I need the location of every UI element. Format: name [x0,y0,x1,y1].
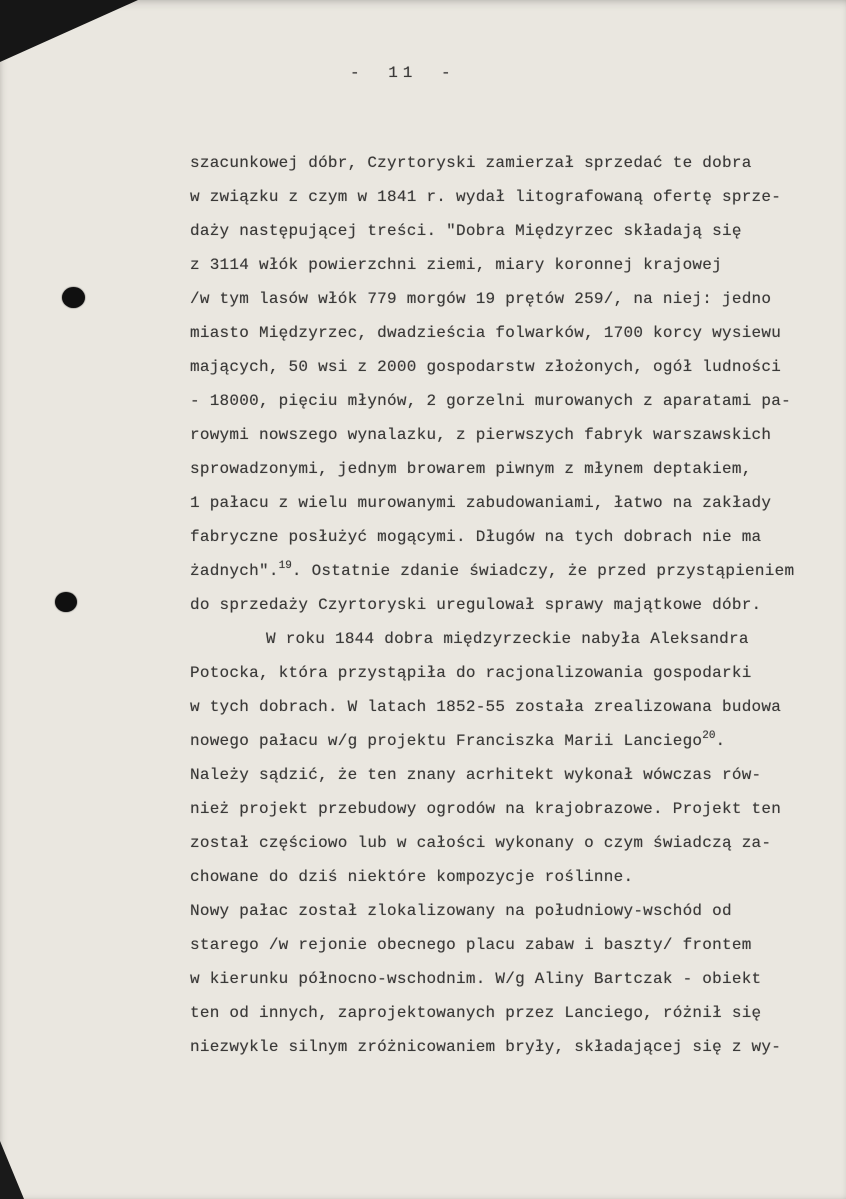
text-segment: nowego pałacu w/g projektu Franciszka Marii Lanciego [190,732,703,750]
text-line [190,622,815,656]
text-segment: daży następującej treści. "Dobra Międzyrzec składają się [190,222,742,240]
scan-corner-artifact-bottom-left [0,1141,24,1199]
text-line [190,520,815,554]
text-line [190,894,815,928]
text-segment: ten od innych, zaprojektowanych przez Lanciego, różnił się [190,1004,762,1022]
text-segment: chowane do dziś niektóre kompozycje roślinne. [190,868,634,886]
text-line [190,690,815,724]
text-line [190,214,815,248]
scan-corner-artifact-top-left [0,0,138,62]
text-line [190,418,815,452]
text-segment: 1 pałacu z wielu murowanymi zabudowaniami, łatwo na zakłady [190,494,772,512]
text-segment: starego /w rejonie obecnego placu zabaw i baszty/ frontem [190,936,752,954]
text-line [190,554,815,588]
text-segment: żadnych". [190,562,279,580]
text-segment: Potocka, która przystąpiła do racjonalizowania gospodarki [190,664,752,682]
text-segment: W roku 1844 dobra międzyrzeckie nabyła Aleksandra [266,630,749,648]
text-line [190,452,815,486]
page-number: - 11 - [350,64,456,82]
text-line [190,180,815,214]
text-line [190,350,815,384]
text-segment: sprowadzonymi, jednym browarem piwnym z młynem deptakiem, [190,460,752,478]
footnote-reference: 19 [278,560,292,572]
document-lines [190,146,815,1064]
text-line [190,656,815,690]
text-line [190,928,815,962]
text-segment: /w tym lasów włók 779 morgów 19 prętów 259/, na niej: jedno [190,290,772,308]
text-line [190,724,815,758]
hole-punch-bottom [55,592,77,612]
text-segment: . [715,732,726,750]
text-line [190,860,815,894]
hole-punch-top [62,287,85,308]
text-line [190,588,815,622]
text-segment: z 3114 włók powierzchni ziemi, miary koronnej krajowej [190,256,722,274]
text-segment: mających, 50 wsi z 2000 gospodarstw złożonych, ogół ludności [190,358,782,376]
text-line [190,826,815,860]
text-segment: Należy sądzić, że ten znany acrhitekt wykonał wówczas rów- [190,766,762,784]
text-line [190,1030,815,1064]
text-segment: fabryczne posłużyć mogącymi. Długów na tych dobrach nie ma [190,528,762,546]
text-segment: do sprzedaży Czyrtoryski uregulował sprawy majątkowe dóbr. [190,596,762,614]
text-segment: . Ostatnie zdanie świadczy, że przed przystąpieniem [291,562,795,580]
text-line [190,996,815,1030]
text-segment: niezwykle silnym zróżnicowaniem bryły, składającej się z wy- [190,1038,782,1056]
text-line [190,384,815,418]
text-line [190,486,815,520]
footnote-reference: 20 [702,730,716,742]
text-segment: w tych dobrach. W latach 1852-55 została zrealizowana budowa [190,698,782,716]
text-segment: został częściowo lub w całości wykonany o czym świadczą za- [190,834,772,852]
text-segment: Nowy pałac został zlokalizowany na południowy-wschód od [190,902,732,920]
text-line [190,758,815,792]
text-segment: w związku z czym w 1841 r. wydał litografowaną ofertę sprze- [190,188,782,206]
text-segment: miasto Międzyrzec, dwadzieścia folwarków, 1700 korcy wysiewu [190,324,782,342]
text-line [190,316,815,350]
text-segment: nież projekt przebudowy ogrodów na krajobrazowe. Projekt ten [190,800,782,818]
text-segment: rowymi nowszego wynalazku, z pierwszych fabryk warszawskich [190,426,772,444]
text-line [190,962,815,996]
text-line [190,282,815,316]
text-segment: szacunkowej dóbr, Czyrtoryski zamierzał sprzedać te dobra [190,154,752,172]
text-line [190,248,815,282]
text-segment: w kierunku północno-wschodnim. W/g Aliny Bartczak - obiekt [190,970,762,988]
text-segment: - 18000, pięciu młynów, 2 gorzelni murowanych z aparatami pa- [190,392,791,410]
text-line [190,792,815,826]
text-line [190,146,815,180]
